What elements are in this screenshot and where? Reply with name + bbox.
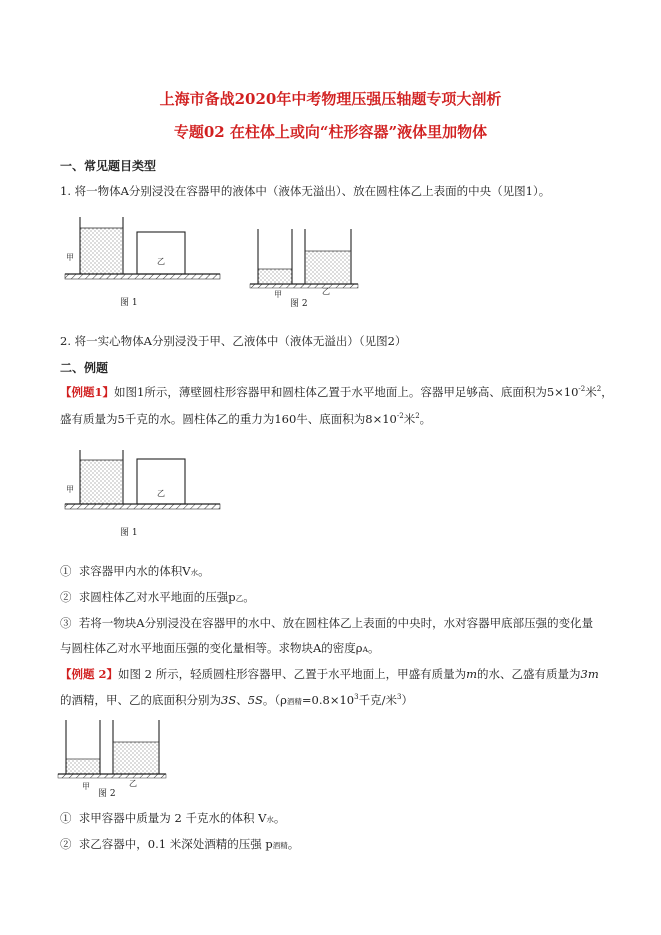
question-type-1: 1. 将一物体A分别浸没在容器甲的液体中（液体无溢出）、放在圆柱体乙上表面的中央（见图1）。	[60, 184, 551, 198]
figure-2-example-caption: 图 2	[98, 789, 116, 799]
ground	[65, 274, 220, 279]
figure-1-caption: 图 1	[120, 298, 138, 308]
example-2-line-2: 的酒精，甲、乙的底面积分别为3S、5S。（ρ酒精$=0.8\times 10^3$千克/米$^3$）	[60, 693, 413, 707]
label-jia: 甲	[66, 253, 74, 262]
label-jia-example-fig1: 甲	[66, 485, 74, 494]
label-yi-example-fig2: 乙	[129, 779, 137, 788]
document-title: 上海市备战2020年中考物理压强压轴题专项大剖析	[159, 90, 502, 108]
example-2-question-1: ① 求甲容器中质量为 2 千克水的体积 V水。	[60, 811, 286, 825]
section-heading-question-types: 一、常见题目类型	[60, 159, 157, 173]
question-type-2: 2. 将一实心物体A分别浸没于甲、乙液体中（液体无溢出）（见图2）	[60, 334, 407, 348]
figure-2-example	[58, 718, 168, 784]
example-2-question-2: ② 求乙容器中，0.1 米深处酒精的压强 p酒精。	[60, 837, 300, 851]
label-yi: 乙	[157, 257, 165, 266]
example-1-tag: 【例题1】	[60, 385, 115, 399]
example-1-question-2: ② 求圆柱体乙对水平地面的压强p乙。	[60, 590, 255, 604]
figure-2-caption: 图 2	[290, 299, 308, 309]
label-yi-fig2: 乙	[322, 287, 330, 296]
example-1-question-1: ① 求容器甲内水的体积V水。	[60, 564, 210, 578]
example-1-question-3-line-1: ③ 若将一物块A分别浸没在容器甲的水中、放在圆柱体乙上表面的中央时，水对容器甲底部压强的变化量	[60, 616, 594, 630]
figure-1-example-caption: 图 1	[120, 528, 138, 538]
cylinder-yi	[137, 232, 185, 274]
label-yi-example-fig1: 乙	[157, 489, 165, 498]
example-2-tag: 【例题 2】	[60, 667, 119, 681]
figure-1-top	[60, 212, 225, 307]
container-jia-liquid	[258, 269, 292, 284]
figure-2-top	[250, 225, 360, 295]
figure-1-example	[60, 448, 225, 518]
document-subtitle: 专题02 在柱体上或向“柱形容器”液体里加物体	[173, 123, 488, 141]
example-1-line-1: 【例题1】如图1所示，薄壁圆柱形容器甲和圆柱体乙置于水平地面上。容器甲足够高、底面积为$5\times 10^{-2}$米$^2$，	[60, 385, 613, 399]
label-jia-example-fig2: 甲	[82, 782, 90, 791]
section-heading-examples: 二、例题	[60, 361, 109, 375]
label-jia-fig2: 甲	[274, 290, 282, 299]
example-1-line-2: 盛有质量为5千克的水。圆柱体乙的重力为160牛、底面积为$8\times 10^{-2}$米$^2$。	[60, 412, 432, 426]
container-yi-liquid	[305, 251, 351, 284]
example-1-question-3-line-2: 与圆柱体乙对水平地面压强的变化量相等。求物块A的密度ρA。	[60, 641, 380, 655]
example-2-line-1: 【例题 2】如图 2 所示，轻质圆柱形容器甲、乙置于水平地面上，甲盛有质量为m的水、乙盛有质量为3m	[60, 667, 599, 681]
container-jia-water	[80, 228, 123, 274]
